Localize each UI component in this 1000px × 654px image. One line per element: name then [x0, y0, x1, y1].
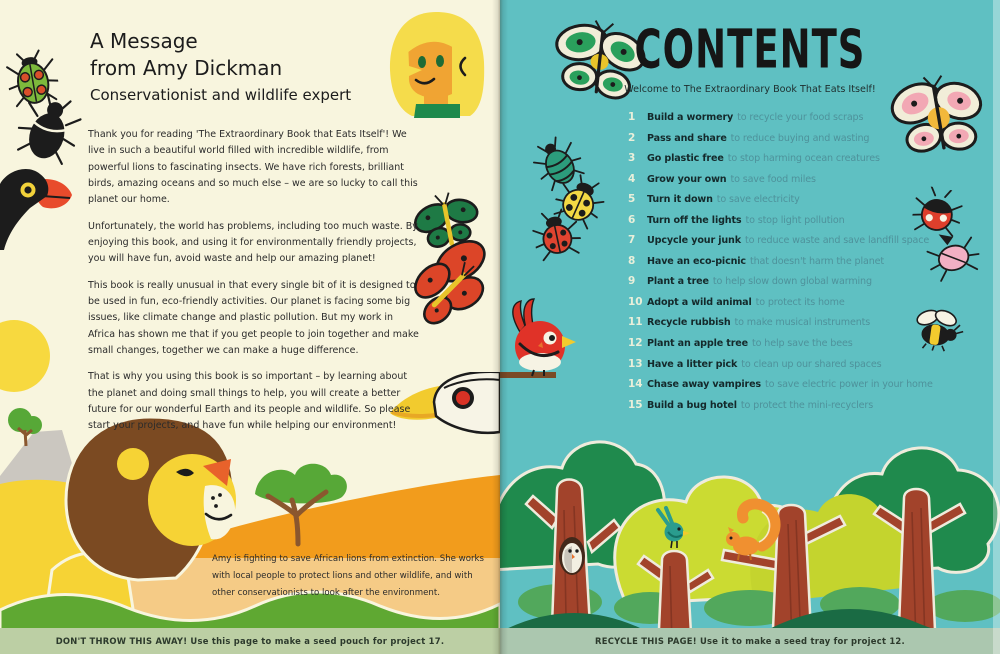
toc-item-title: Plant a tree: [647, 276, 709, 288]
toc-item: [628, 111, 978, 132]
toc-item-desc: to reduce buying and wasting: [730, 132, 870, 144]
toc-item-desc: to protect its home: [755, 296, 845, 308]
toc-item-desc: to reduce waste and save landfill space: [744, 235, 930, 247]
toc-item: [628, 296, 978, 317]
toucan-icon: [0, 166, 74, 254]
toc-item-title: Build a bug hotel: [647, 399, 737, 411]
toc-item: [628, 358, 978, 379]
right-page: [500, 0, 1000, 654]
toc-item: [628, 399, 978, 420]
paragraph: This book is really unusual in that every single bit of it is designed to be used in fun, eco-friendly activities. Our planet is facing some big issues, like climate change and plastic pollution. But my work in Africa has shown me that if you get people to join together and make small changes, together we can make a huge difference.: [88, 279, 419, 356]
toc-item-desc: to clean up our shared spaces: [741, 358, 882, 370]
contents-title: CONTENTS: [634, 18, 866, 81]
toc-item-number: 6: [628, 213, 636, 226]
paragraph: Thank you for reading 'The Extraordinary Book that Eats Itself'! We live in such a beautiful world filled with incredible wildlife, from powerful lions to fascinating insects. We have rich forests, brilliant birds, amazing oceans and so much else – we are so lucky to call this planet our home.: [88, 129, 418, 206]
toc-item-number: 10: [628, 295, 643, 308]
toc-item-number: 13: [628, 357, 643, 370]
toc-item: [628, 378, 978, 399]
toc-item: [628, 337, 978, 358]
message-title: [90, 28, 351, 104]
toc-item-title: Turn it down: [647, 194, 713, 206]
toc-item-number: 15: [628, 398, 643, 411]
toc-item: [628, 234, 978, 255]
toc-item: [628, 132, 978, 153]
toc-item-title: Turn off the lights: [647, 214, 742, 226]
toc-item-desc: to make musical instruments: [734, 317, 871, 329]
title-line-3: Conservationist and wildlife expert: [90, 86, 352, 104]
lion-caption: Amy is fighting to save African lions from extinction. She works with local people to protect lions and other wildlife, and with other conservationists to look after the environment.: [212, 554, 484, 598]
toc-item-number: 3: [628, 152, 636, 165]
message-body: [88, 127, 422, 445]
red-bird-icon: [500, 296, 578, 394]
toc-item-title: Upcycle your junk: [647, 235, 741, 247]
toc-item-number: 9: [628, 275, 636, 288]
toc-item-desc: to save electric power in your home: [765, 379, 933, 391]
toc-item-number: 8: [628, 254, 636, 267]
toc-item: [628, 316, 978, 337]
left-footer-text: DON'T THROW THIS AWAY! Use this page to make a seed pouch for project 17.: [55, 636, 445, 646]
toc-item-title: Have a litter pick: [647, 358, 738, 370]
toc-item-desc: that doesn't harm the planet: [749, 255, 884, 267]
paragraph: That is why you using this book is so important – by learning about the planet and doing small things to help, you will create a better future for our wonderful Earth and its people and wildlife. So please start your projects, and have fun while helping our environment!: [88, 371, 411, 432]
toc-item-title: Grow your own: [647, 173, 727, 185]
toc-item-title: Chase away vampires: [647, 379, 761, 391]
toc-item-title: Build a wormery: [647, 112, 734, 123]
paragraph: Unfortunately, the world has problems, including too much waste. By enjoying this book, and using it for environmentally friendly projects, you will have fun, avoid waste and help our amazing planet!: [88, 220, 418, 265]
toc-item: [628, 193, 978, 214]
toc-item-desc: to save electricity: [716, 194, 800, 206]
toc-item-title: Go plastic free: [647, 153, 724, 165]
title-line-1: A Message: [90, 29, 198, 53]
toc-item: [628, 173, 978, 194]
toc-item-title: Recycle rubbish: [647, 317, 731, 329]
toc-item-desc: to protect the mini-recyclers: [740, 399, 874, 411]
owl-icon: [559, 537, 585, 575]
contents-subtitle: Welcome to The Extraordinary Book That Eats Itself!: [624, 84, 876, 95]
toc-item-number: 4: [628, 172, 636, 185]
book-spine: [492, 0, 508, 654]
toc-item-title: Plant an apple tree: [647, 338, 749, 350]
toc-item: [628, 275, 978, 296]
toc-item-desc: to stop harming ocean creatures: [727, 153, 880, 165]
title-line-2: from Amy Dickman: [90, 56, 283, 80]
toc-item: [628, 255, 978, 276]
left-footer-strip: [0, 628, 500, 654]
forest-scene: [500, 420, 1000, 654]
contents-list: [628, 111, 978, 419]
toc-item-number: 1: [628, 111, 636, 123]
toc-item-number: 7: [628, 234, 636, 247]
toc-item-title: Have an eco-picnic: [647, 255, 746, 267]
toc-item-desc: to help save the bees: [752, 338, 853, 350]
toc-item-number: 5: [628, 193, 636, 206]
page-edge: [993, 0, 1000, 654]
toc-item-number: 14: [628, 378, 643, 391]
toc-item: [628, 152, 978, 173]
toc-item-desc: to save food miles: [730, 173, 816, 185]
amy-portrait: [380, 10, 492, 122]
toc-item: [628, 214, 978, 235]
toc-item-number: 11: [628, 316, 643, 329]
toc-item-title: Pass and share: [647, 132, 727, 144]
right-footer-text: RECYCLE THIS PAGE! Use it to make a seed tray for project 12.: [595, 636, 905, 646]
toc-item-desc: to recycle your food scraps: [737, 112, 864, 123]
right-footer-strip: [500, 628, 1000, 654]
toc-item-desc: to stop light pollution: [745, 214, 845, 226]
toc-item-number: 2: [628, 131, 636, 144]
toc-item-number: 12: [628, 337, 643, 350]
toc-item-title: Adopt a wild animal: [647, 296, 752, 308]
toc-item-desc: to help slow down global warming: [712, 276, 872, 288]
